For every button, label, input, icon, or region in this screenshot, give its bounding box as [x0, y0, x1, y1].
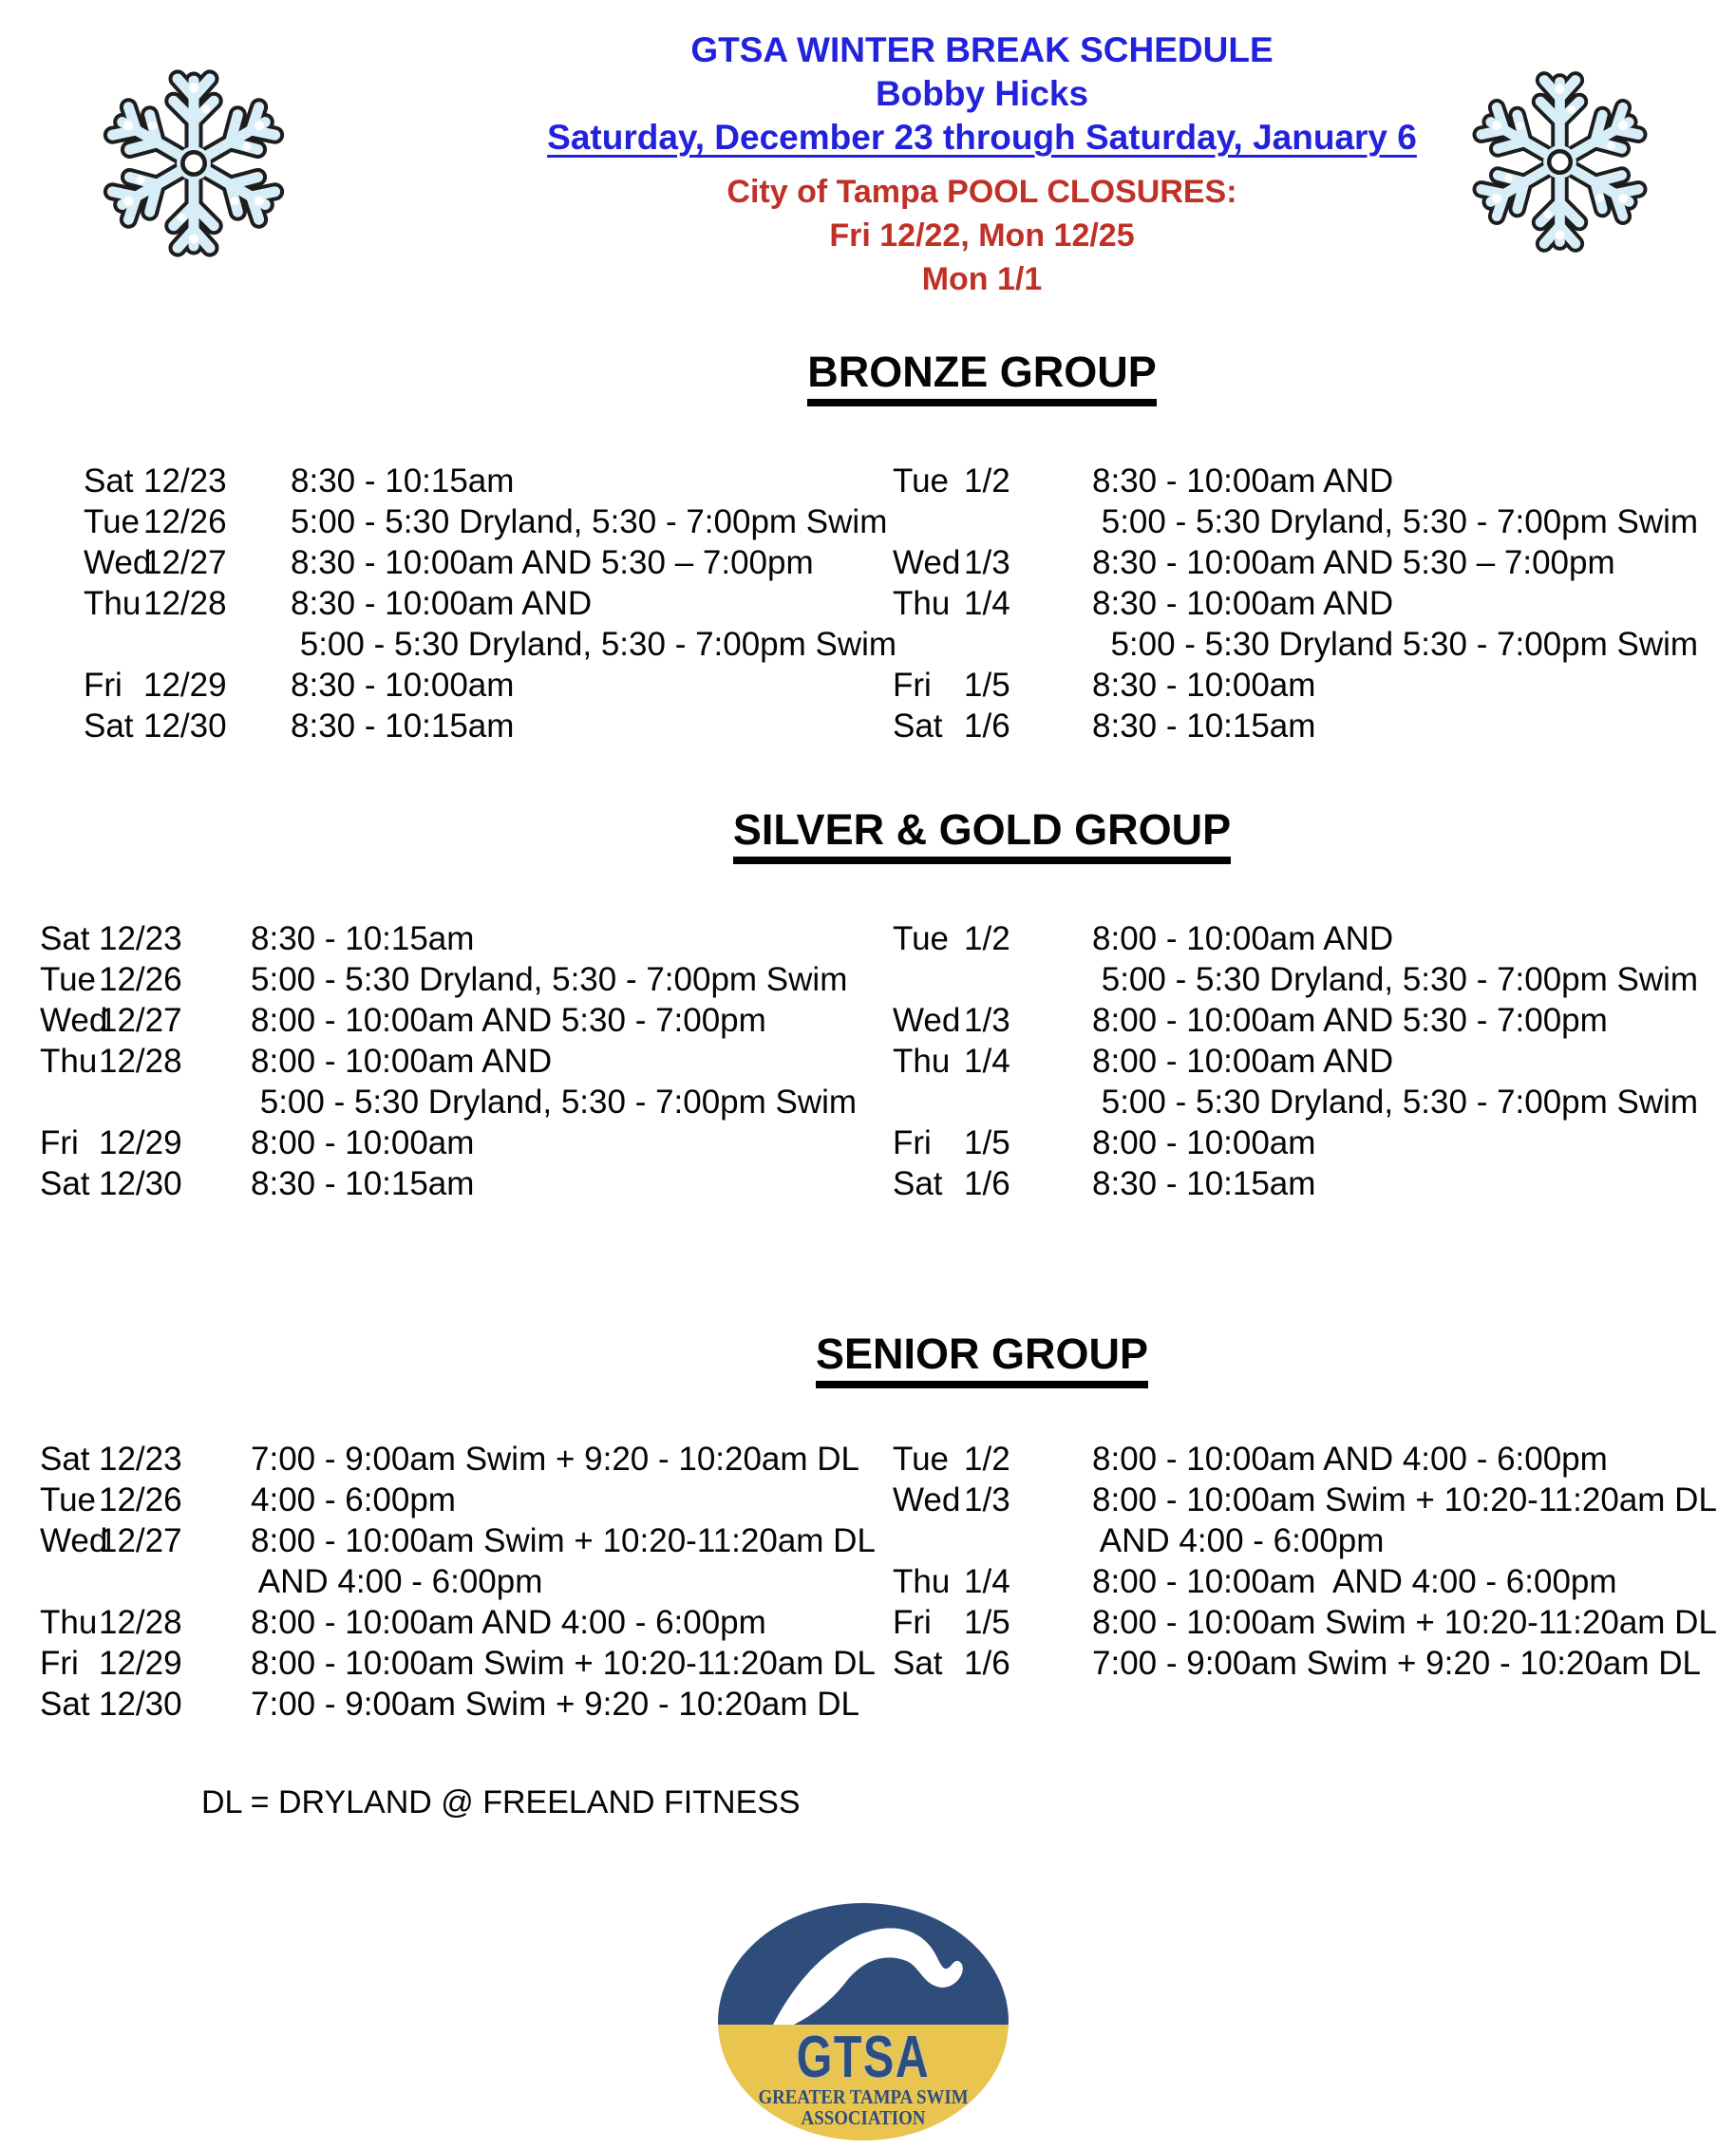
schedule-row [893, 918, 1736, 959]
schedule-row [893, 959, 1736, 1000]
day-label: Wed [893, 544, 961, 581]
schedule-row [40, 918, 868, 959]
day-date-cell [893, 542, 1092, 583]
times-text: AND 4:00 - 6:00pm [1092, 1522, 1385, 1559]
day-label: Fri [40, 1124, 79, 1161]
day-date-cell [40, 1643, 251, 1684]
schedule-row [893, 1000, 1736, 1041]
day-label: Tue [40, 1481, 97, 1518]
day-date-cell [84, 583, 291, 624]
schedule-row [893, 1480, 1736, 1520]
day-label: Sat [40, 1686, 90, 1723]
day-label: Fri [84, 667, 123, 704]
schedule-row [84, 583, 868, 624]
day-date-cell [893, 665, 1092, 706]
day-label: Wed [893, 1002, 961, 1039]
group-heading: SILVER & GOLD GROUP [228, 803, 1736, 857]
schedule-row [893, 1041, 1736, 1082]
day-date-cell [893, 501, 1092, 542]
date-label: 1/3 [964, 1481, 1010, 1518]
times-text: 5:00 - 5:30 Dryland 5:30 - 7:00pm Swim [1092, 626, 1699, 663]
day-label: Thu [893, 1043, 951, 1080]
date-label: 12/30 [143, 707, 227, 745]
date-label: 12/27 [99, 1522, 182, 1559]
schedule-row [893, 542, 1736, 583]
times-text: 8:00 - 10:00am AND 4:00 - 6:00pm [251, 1604, 766, 1641]
day-date-cell [40, 1082, 251, 1122]
day-date-cell [893, 1000, 1092, 1041]
schedule-row [893, 1163, 1736, 1204]
day-date-cell [40, 918, 251, 959]
schedule-row [40, 959, 868, 1000]
day-date-cell [84, 706, 291, 746]
day-date-cell [893, 1602, 1092, 1643]
day-label: Tue [40, 961, 97, 998]
day-date-cell [893, 1082, 1092, 1122]
schedule-row [84, 501, 888, 542]
schedule-row [893, 501, 1736, 542]
schedule-column-left [0, 918, 868, 1204]
schedule-row [40, 1122, 868, 1163]
date-label: 1/2 [964, 920, 1010, 957]
times-text: 8:30 - 10:00am [291, 667, 515, 704]
times-text: 8:30 - 10:00am [1092, 667, 1316, 704]
logo-acronym: GTSA [796, 2024, 931, 2090]
schedule-row [40, 1561, 868, 1602]
date-label: 12/23 [99, 1441, 182, 1478]
times-text: 5:00 - 5:30 Dryland, 5:30 - 7:00pm Swim [291, 503, 888, 540]
schedule-row [893, 706, 1736, 746]
day-date-cell [84, 461, 291, 501]
day-label: Tue [84, 503, 141, 540]
day-label: Wed [84, 544, 152, 581]
day-label: Thu [40, 1043, 98, 1080]
schedule-row [40, 1520, 876, 1561]
times-text: 8:30 - 10:00am AND 5:30 – 7:00pm [291, 544, 814, 581]
schedule-row [84, 542, 868, 583]
schedule-row [84, 461, 868, 501]
day-date-cell [893, 918, 1092, 959]
times-text: 8:30 - 10:00am AND [291, 585, 593, 622]
day-date-cell [40, 1163, 251, 1204]
times-text: 8:00 - 10:00am AND 4:00 - 6:00pm [1092, 1563, 1617, 1600]
times-text: 8:00 - 10:00am Swim + 10:20-11:20am DL [1092, 1604, 1717, 1641]
page-title: GTSA WINTER BREAK SCHEDULE [690, 30, 1274, 69]
schedule-row [84, 706, 868, 746]
day-label [84, 624, 143, 665]
times-text: 5:00 - 5:30 Dryland, 5:30 - 7:00pm Swim [1092, 503, 1699, 540]
day-date-cell [40, 1000, 251, 1041]
day-label: Tue [893, 1441, 950, 1478]
day-label: Thu [893, 585, 951, 622]
day-label: Tue [893, 462, 950, 500]
schedule-row [40, 1643, 876, 1684]
closures-heading: City of Tampa POOL CLOSURES: [726, 174, 1237, 210]
date-label: 1/5 [964, 1604, 1010, 1641]
times-text: 5:00 - 5:30 Dryland, 5:30 - 7:00pm Swim [251, 961, 848, 998]
logo-name-line2: ASSOCIATION [801, 2107, 926, 2130]
gtsa-logo [718, 1903, 1009, 2141]
day-label: Sat [893, 1645, 943, 1682]
date-label: 12/27 [143, 544, 227, 581]
day-date-cell [893, 959, 1092, 1000]
date-label: 1/2 [964, 462, 1010, 500]
day-label: Sat [84, 707, 134, 745]
times-text: 8:00 - 10:00am AND [1092, 920, 1394, 957]
times-text: 5:00 - 5:30 Dryland, 5:30 - 7:00pm Swim [291, 626, 897, 663]
coach-name: Bobby Hicks [875, 74, 1089, 113]
times-text: 8:00 - 10:00am Swim + 10:20-11:20am DL [1092, 1481, 1717, 1518]
day-label: Tue [893, 920, 950, 957]
date-label: 12/28 [99, 1604, 182, 1641]
times-text: 8:30 - 10:15am [1092, 1165, 1316, 1202]
schedule-section [0, 346, 1736, 746]
date-label: 12/29 [99, 1645, 182, 1682]
day-date-cell [40, 1439, 251, 1480]
day-date-cell [893, 1520, 1092, 1561]
day-date-cell [40, 1520, 251, 1561]
date-label: 1/2 [964, 1441, 1010, 1478]
times-text: 5:00 - 5:30 Dryland, 5:30 - 7:00pm Swim [251, 1084, 858, 1121]
date-label: 12/23 [143, 462, 227, 500]
day-label: Fri [893, 1124, 932, 1161]
day-label: Fri [893, 1604, 932, 1641]
times-text: 4:00 - 6:00pm [251, 1481, 456, 1518]
times-text: 8:30 - 10:00am AND [1092, 585, 1394, 622]
schedule-row [893, 583, 1736, 624]
day-date-cell [40, 1684, 251, 1725]
schedule-row [893, 1082, 1736, 1122]
times-text: 8:00 - 10:00am AND [1092, 1043, 1394, 1080]
date-label: 12/23 [99, 920, 182, 957]
day-label: Thu [40, 1604, 98, 1641]
schedule-row [893, 461, 1736, 501]
day-label: Sat [40, 1441, 90, 1478]
schedule-column-left [0, 461, 897, 746]
schedule-section [0, 1328, 1736, 1725]
schedule-row [40, 1041, 868, 1082]
schedule-row [40, 1684, 868, 1725]
day-label: Fri [40, 1645, 79, 1682]
logo-name-line1: GREATER TAMPA SWIM [758, 2086, 969, 2109]
date-label: 12/29 [143, 667, 227, 704]
schedule-row [893, 1602, 1736, 1643]
schedule-row [84, 624, 897, 665]
times-text: 8:00 - 10:00am Swim + 10:20-11:20am DL [251, 1522, 876, 1559]
day-date-cell [40, 1561, 251, 1602]
day-date-cell [893, 1561, 1092, 1602]
date-label: 12/26 [99, 1481, 182, 1518]
day-date-cell [893, 461, 1092, 501]
day-label: Wed [40, 1002, 108, 1039]
times-text: 8:30 - 10:00am AND 5:30 – 7:00pm [1092, 544, 1615, 581]
date-label: 12/30 [99, 1165, 182, 1202]
times-text: 8:00 - 10:00am AND 5:30 - 7:00pm [1092, 1002, 1608, 1039]
schedule-row [893, 1520, 1736, 1561]
times-text: 8:00 - 10:00am AND 4:00 - 6:00pm [1092, 1441, 1608, 1478]
day-label: Fri [893, 667, 932, 704]
day-date-cell [893, 1122, 1092, 1163]
day-date-cell [893, 1643, 1092, 1684]
schedule-row [40, 1163, 868, 1204]
schedule-row [893, 1122, 1736, 1163]
times-text: 7:00 - 9:00am Swim + 9:20 - 10:20am DL [251, 1686, 860, 1723]
times-text: 5:00 - 5:30 Dryland, 5:30 - 7:00pm Swim [1092, 1084, 1699, 1121]
day-label: Wed [40, 1522, 108, 1559]
date-label: 1/4 [964, 1043, 1010, 1080]
day-date-cell [40, 1602, 251, 1643]
times-text: 8:30 - 10:15am [291, 462, 515, 500]
date-label: 1/6 [964, 707, 1010, 745]
group-heading: SENIOR GROUP [228, 1328, 1736, 1381]
times-text: 8:00 - 10:00am AND 5:30 - 7:00pm [251, 1002, 766, 1039]
date-label: 12/29 [99, 1124, 182, 1161]
day-label [893, 624, 964, 665]
date-label: 1/6 [964, 1165, 1010, 1202]
schedule-row [893, 1561, 1736, 1602]
times-text: 8:00 - 10:00am Swim + 10:20-11:20am DL [251, 1645, 876, 1682]
schedule-row [40, 1480, 868, 1520]
date-label: 12/28 [143, 585, 227, 622]
snowflake-icon [93, 63, 294, 264]
schedule-row [893, 665, 1736, 706]
date-label: 1/3 [964, 1002, 1010, 1039]
day-date-cell [84, 501, 291, 542]
closure-dates-2: Mon 1/1 [921, 261, 1043, 297]
schedule-row [40, 1082, 868, 1122]
schedule-row [40, 1000, 868, 1041]
times-text: 8:00 - 10:00am [1092, 1124, 1316, 1161]
schedule-row [40, 1602, 868, 1643]
snowflake-icon [1462, 65, 1657, 259]
date-label: 1/6 [964, 1645, 1010, 1682]
times-text: 7:00 - 9:00am Swim + 9:20 - 10:20am DL [251, 1441, 860, 1478]
date-label: 12/26 [143, 503, 227, 540]
day-date-cell [40, 1041, 251, 1082]
day-label: Sat [40, 920, 90, 957]
day-label [40, 1082, 99, 1122]
day-label: Thu [893, 1563, 951, 1600]
times-text: 8:00 - 10:00am [251, 1124, 475, 1161]
day-date-cell [893, 1163, 1092, 1204]
closure-dates-1: Fri 12/22, Mon 12/25 [829, 217, 1135, 254]
schedule-row [893, 624, 1736, 665]
schedule-column-left [0, 1439, 876, 1725]
day-date-cell [84, 624, 291, 665]
schedule-row [40, 1439, 868, 1480]
day-date-cell [893, 583, 1092, 624]
day-label [893, 1520, 964, 1561]
day-label: Thu [84, 585, 142, 622]
day-date-cell [893, 1041, 1092, 1082]
day-date-cell [40, 959, 251, 1000]
day-date-cell [40, 1480, 251, 1520]
times-text: 8:30 - 10:15am [251, 1165, 475, 1202]
day-label: Wed [893, 1481, 961, 1518]
schedule-column-right [868, 918, 1736, 1204]
day-label [893, 1082, 964, 1122]
day-date-cell [40, 1122, 251, 1163]
schedule-section [0, 803, 1736, 1204]
day-date-cell [893, 1439, 1092, 1480]
day-date-cell [893, 706, 1092, 746]
times-text: 8:30 - 10:15am [291, 707, 515, 745]
times-text: 8:30 - 10:15am [251, 920, 475, 957]
day-date-cell [893, 624, 1092, 665]
times-text: 8:30 - 10:15am [1092, 707, 1316, 745]
times-text: 7:00 - 9:00am Swim + 9:20 - 10:20am DL [1092, 1645, 1702, 1682]
day-label [40, 1561, 99, 1602]
day-label [893, 959, 964, 1000]
day-label: Sat [893, 1165, 943, 1202]
times-text: 8:30 - 10:00am AND [1092, 462, 1394, 500]
date-label: 12/26 [99, 961, 182, 998]
schedule-column-right [868, 461, 1736, 746]
day-label [893, 501, 964, 542]
date-label: 12/28 [99, 1043, 182, 1080]
dryland-note: DL = DRYLAND @ FREELAND FITNESS [201, 1784, 801, 1820]
date-label: 1/5 [964, 1124, 1010, 1161]
times-text: 8:00 - 10:00am AND [251, 1043, 553, 1080]
day-label: Sat [893, 707, 943, 745]
times-text: AND 4:00 - 6:00pm [251, 1563, 543, 1600]
day-label: Sat [84, 462, 134, 500]
group-heading: BRONZE GROUP [228, 346, 1736, 399]
date-label: 1/3 [964, 544, 1010, 581]
date-range: Saturday, December 23 through Saturday, January 6 [547, 118, 1417, 157]
day-date-cell [84, 665, 291, 706]
date-label: 1/4 [964, 585, 1010, 622]
date-label: 12/30 [99, 1686, 182, 1723]
schedule-row [893, 1439, 1736, 1480]
date-label: 1/5 [964, 667, 1010, 704]
day-label: Sat [40, 1165, 90, 1202]
schedule-row [893, 1643, 1736, 1684]
schedule-column-right [868, 1439, 1736, 1725]
date-label: 12/27 [99, 1002, 182, 1039]
day-date-cell [84, 542, 291, 583]
date-label: 1/4 [964, 1563, 1010, 1600]
times-text: 5:00 - 5:30 Dryland, 5:30 - 7:00pm Swim [1092, 961, 1699, 998]
day-date-cell [893, 1480, 1092, 1520]
schedule-sections [0, 346, 1736, 1725]
schedule-row [84, 665, 868, 706]
